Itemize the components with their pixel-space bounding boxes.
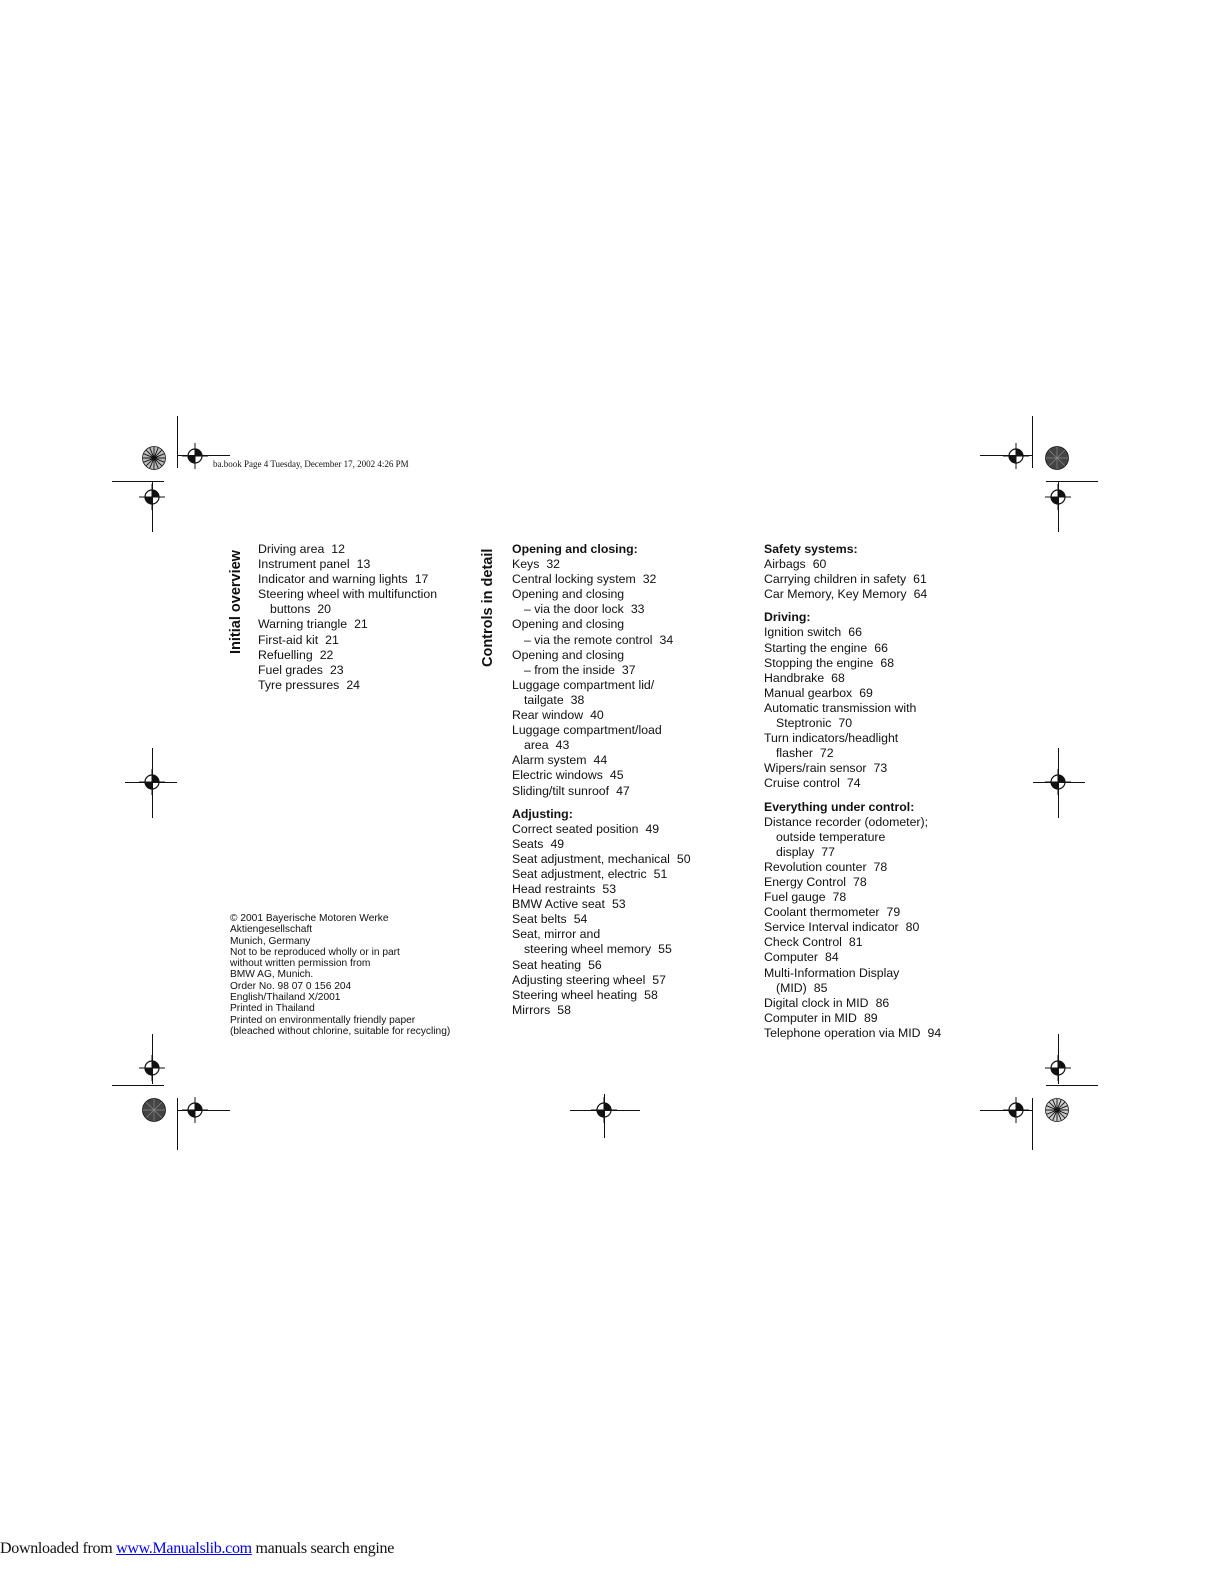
registration-mark-icon (139, 769, 165, 795)
gray-rosette-icon (142, 1098, 166, 1122)
crop-line (1032, 1098, 1033, 1150)
toc-entry-title: Turn indicators/headlight (764, 731, 899, 746)
toc-entry-title: Keys (512, 557, 540, 572)
crop-line (1046, 481, 1098, 482)
toc-page-number: 74 (846, 776, 861, 791)
copyright-line: BMW AG, Munich. (230, 969, 314, 981)
section-title-controls-in-detail: Controls in detail (480, 548, 496, 667)
crop-line (177, 1098, 178, 1150)
print-header: ba.book Page 4 Tuesday, December 17, 2002 4:26 PM (213, 459, 409, 469)
toc-entry[interactable] (512, 753, 691, 768)
toc-page-number: 33 (630, 602, 645, 617)
toc-entry-title: – via the door lock (524, 602, 624, 617)
toc-entry[interactable] (764, 761, 941, 776)
toc-entry-title: Seats (512, 836, 544, 851)
toc-entry[interactable] (512, 723, 691, 753)
toc-entry[interactable] (764, 905, 941, 920)
toc-entry[interactable] (764, 557, 941, 572)
toc-entry-title: tailgate (524, 692, 564, 707)
toc-entry-title: Telephone operation via MID (764, 1025, 921, 1040)
toc-entry-title: Computer (764, 950, 818, 965)
toc-page-number: 70 (838, 716, 853, 731)
toc-entry[interactable] (764, 671, 941, 686)
toc-page-number: 66 (874, 640, 888, 655)
toc-page-number: 32 (642, 572, 657, 587)
toc-entry[interactable] (512, 617, 691, 647)
toc-page-number: 73 (873, 761, 888, 776)
toc-entry[interactable] (764, 875, 941, 890)
registration-mark-icon (182, 1097, 208, 1123)
toc-entry-title: flasher (776, 746, 813, 761)
toc-section-heading: Opening and closing: (512, 542, 638, 556)
toc-entry-title: Seat, mirror and (512, 927, 601, 942)
toc-page-number: 78 (832, 890, 847, 905)
toc-entry-title: Coolant thermometer (764, 905, 880, 920)
toc-entry-title: Digital clock in MID (764, 995, 869, 1010)
toc-section (764, 610, 941, 791)
toc-entry-title: Airbags (764, 557, 806, 572)
toc-page-number: 78 (853, 874, 867, 889)
toc-entry-title: Ignition switch (764, 625, 842, 640)
toc-page-number: 89 (863, 1010, 878, 1025)
toc-entry[interactable] (512, 648, 691, 678)
registration-mark-icon (139, 1055, 165, 1081)
toc-entry-title: Driving area (258, 542, 325, 556)
toc-entry[interactable] (512, 837, 691, 852)
toc-entry-title: Distance recorder (odometer); (764, 814, 929, 829)
copyright-line: Printed on environmentally friendly paper (230, 1014, 416, 1026)
toc-entry-title: Alarm system (512, 753, 587, 768)
toc-entry-title: Service Interval indicator (764, 920, 899, 935)
manualslib-link[interactable]: www.Manualslib.com (116, 1540, 252, 1557)
toc-entry[interactable] (764, 641, 941, 656)
copyright-line: English/Thailand X/2001 (230, 992, 341, 1004)
toc-page-number: 44 (593, 753, 608, 768)
toc-entry-title: steering wheel memory (524, 942, 652, 957)
toc-entry-title: – from the inside (524, 662, 615, 677)
copyright-line: Munich, Germany (230, 935, 311, 947)
toc-entry-title: Stopping the engine (764, 655, 874, 670)
toc-page-number: 38 (570, 692, 585, 707)
toc-entry-title: Seat heating (512, 957, 582, 972)
registration-mark-icon (182, 443, 208, 469)
toc-entry[interactable] (764, 701, 941, 731)
toc-entry-title: Opening and closing (512, 587, 625, 602)
toc-page-number: 21 (325, 632, 339, 647)
toc-column-safety-driving (764, 542, 941, 1049)
toc-page-number: 53 (602, 882, 617, 897)
toc-entry-title: Energy Control (764, 874, 847, 889)
toc-entry-title: Seat belts (512, 912, 567, 927)
toc-entry-title: Head restraints (512, 882, 596, 897)
toc-entry-title: Warning triangle (258, 617, 348, 632)
toc-page-number: 50 (676, 851, 691, 866)
toc-entry-title: Adjusting steering wheel (512, 972, 646, 987)
toc-entry-title: Seat adjustment, mechanical (512, 851, 670, 866)
toc-page-number: 60 (812, 557, 827, 572)
copyright-line: Order No. 98 07 0 156 204 (230, 980, 352, 992)
toc-page-number: 79 (886, 905, 901, 920)
footer-prefix: Downloaded from (0, 1540, 117, 1557)
toc-entry-title: Revolution counter (764, 859, 867, 874)
toc-entry-title: Refuelling (258, 647, 313, 662)
registration-mark-icon (139, 484, 165, 510)
toc-section-heading: Driving: (764, 610, 811, 625)
gray-rosette-icon (1045, 446, 1069, 470)
toc-page-number: 64 (913, 587, 928, 602)
toc-entry-title: Fuel grades (258, 662, 323, 677)
toc-page-number: 40 (590, 708, 604, 723)
toc-entry[interactable] (764, 686, 941, 701)
toc-page-number: 17 (414, 572, 429, 587)
toc-page-number: 55 (658, 942, 672, 957)
toc-entry-title: Steering wheel with multifunction (258, 587, 438, 602)
toc-entry-title: Fuel gauge (764, 890, 826, 905)
toc-page-number: 22 (319, 647, 334, 662)
toc-entry-title: Manual gearbox (764, 685, 853, 700)
toc-page-number: 32 (546, 557, 561, 572)
toc-entry[interactable] (512, 1003, 691, 1018)
toc-page-number: 45 (609, 768, 624, 783)
copyright-line: (bleached without chlorine, suitable for recycling) (230, 1025, 451, 1037)
toc-entry-title: Rear window (512, 708, 584, 723)
registration-mark-icon (1003, 1097, 1029, 1123)
toc-entry-title: Luggage compartment/load (512, 723, 662, 738)
toc-section-heading: Everything under control: (764, 799, 915, 814)
toc-entry[interactable] (258, 678, 437, 693)
toc-entry[interactable] (512, 927, 691, 957)
toc-page-number: 24 (346, 677, 361, 692)
toc-entry-title: Tyre pressures (258, 677, 340, 692)
toc-entry[interactable] (258, 648, 437, 663)
toc-entry[interactable] (258, 633, 437, 648)
toc-entry-title: Luggage compartment lid/ (512, 677, 655, 692)
toc-entry-title: Wipers/rain sensor (764, 761, 867, 776)
toc-page-number: 84 (825, 950, 839, 965)
toc-entry[interactable] (764, 815, 941, 860)
toc-page-number: 37 (621, 662, 636, 677)
copyright-line: Not to be reproduced wholly or in part (230, 946, 400, 958)
toc-entry[interactable] (512, 557, 691, 572)
toc-entry-title: buttons (270, 602, 311, 617)
toc-entry-title: BMW Active seat (512, 897, 605, 912)
toc-entry[interactable] (512, 958, 691, 973)
toc-entry-title: area (524, 738, 549, 753)
toc-column-controls-in-detail (512, 542, 691, 1026)
toc-entry-title: – via the remote control (524, 632, 653, 647)
toc-page-number: 81 (848, 935, 863, 950)
section-title-initial-overview: Initial overview (228, 550, 244, 654)
toc-entry-title: outside temperature (776, 829, 886, 844)
toc-entry-title: Check Control (764, 935, 842, 950)
toc-entry[interactable] (764, 625, 941, 640)
crop-line (112, 1085, 164, 1086)
toc-entry-title: Starting the engine (764, 640, 868, 655)
toc-page-number: 58 (557, 1002, 571, 1017)
registration-mark-icon (1045, 769, 1071, 795)
toc-page-number: 69 (859, 685, 873, 700)
toc-entry[interactable] (764, 890, 941, 905)
toc-page-number: 68 (880, 655, 895, 670)
toc-page-number: 51 (653, 866, 668, 881)
toc-page-number: 68 (831, 670, 845, 685)
toc-page-number: 78 (873, 859, 888, 874)
registration-mark-icon (1003, 443, 1029, 469)
toc-section (258, 542, 437, 693)
toc-entry[interactable] (512, 912, 691, 927)
toc-page-number: 47 (616, 783, 630, 798)
toc-entry-title: Steering wheel heating (512, 987, 638, 1002)
toc-entry-title: Electric windows (512, 768, 603, 783)
toc-page-number: 80 (905, 920, 920, 935)
toc-entry-title: Mirrors (512, 1002, 551, 1017)
toc-entry-title: Opening and closing (512, 647, 625, 662)
toc-entry[interactable] (258, 587, 437, 617)
toc-entry-title: (MID) (776, 980, 807, 995)
toc-entry-title: Handbrake (764, 670, 825, 685)
toc-entry[interactable] (512, 867, 691, 882)
toc-page-number: 53 (611, 897, 626, 912)
toc-entry-title: Automatic transmission with (764, 700, 917, 715)
toc-entry-title: Indicator and warning lights (258, 572, 408, 587)
toc-entry-title: First-aid kit (258, 632, 319, 647)
copyright-line: Aktiengesellschaft (230, 924, 313, 936)
toc-page-number: 58 (644, 987, 658, 1002)
footer-suffix: manuals search engine (251, 1540, 395, 1557)
copyright-line: © 2001 Bayerische Motoren Werke (230, 913, 389, 924)
copyright-line: without written permission from (230, 958, 371, 970)
toc-entry[interactable] (258, 542, 437, 557)
toc-section (764, 800, 941, 1042)
crop-line (112, 481, 164, 482)
toc-page-number: 49 (645, 821, 660, 836)
toc-entry[interactable] (764, 950, 941, 965)
toc-entry[interactable] (512, 852, 691, 867)
toc-entry[interactable] (258, 557, 437, 572)
toc-entry[interactable] (512, 768, 691, 783)
download-footer (0, 1540, 394, 1558)
toc-entry-title: Correct seated position (512, 821, 639, 836)
toc-entry-title: Seat adjustment, electric (512, 866, 647, 881)
toc-entry[interactable] (764, 776, 941, 791)
toc-entry[interactable] (764, 920, 941, 935)
toc-entry[interactable] (764, 572, 941, 587)
toc-entry[interactable] (764, 1026, 941, 1041)
toc-entry-title: Sliding/tilt sunroof (512, 783, 610, 798)
toc-entry[interactable] (258, 663, 437, 678)
toc-page-number: 43 (555, 738, 570, 753)
toc-entry-title: display (776, 844, 815, 859)
toc-page-number: 85 (813, 980, 828, 995)
registration-mark-icon (1045, 1055, 1071, 1081)
toc-entry[interactable] (512, 822, 691, 837)
toc-entry-title: Central locking system (512, 572, 636, 587)
toc-section (764, 542, 941, 602)
toc-entry[interactable] (764, 1011, 941, 1026)
toc-entry[interactable] (258, 617, 437, 632)
toc-entry[interactable] (512, 988, 691, 1003)
toc-entry[interactable] (258, 572, 437, 587)
toc-page-number: 12 (331, 542, 345, 556)
toc-page-number: 13 (356, 557, 371, 572)
toc-entry-title: Carrying children in safety (764, 572, 907, 587)
toc-entry[interactable] (764, 731, 941, 761)
toc-page-number: 66 (848, 625, 862, 640)
toc-section (512, 542, 691, 799)
toc-column-initial-overview (258, 542, 437, 701)
toc-page-number: 94 (927, 1025, 942, 1040)
toc-section-heading: Adjusting: (512, 806, 573, 821)
toc-entry[interactable] (512, 678, 691, 708)
toc-page-number: 77 (821, 844, 835, 859)
toc-entry[interactable] (512, 897, 691, 912)
toc-page-number: 61 (913, 572, 927, 587)
toc-page-number: 34 (659, 632, 674, 647)
toc-entry[interactable] (512, 708, 691, 723)
copyright-notice (230, 913, 450, 1037)
color-bar-rosette-icon (1045, 1098, 1069, 1122)
toc-page-number: 20 (317, 602, 332, 617)
toc-page-number: 86 (875, 995, 890, 1010)
toc-page-number: 57 (652, 972, 666, 987)
toc-entry-title: Car Memory, Key Memory (764, 587, 907, 602)
color-bar-rosette-icon (142, 446, 166, 470)
toc-entry[interactable] (764, 996, 941, 1011)
toc-page-number: 23 (329, 662, 344, 677)
toc-page-number: 72 (819, 746, 834, 761)
toc-entry[interactable] (764, 656, 941, 671)
toc-entry-title: Multi-Information Display (764, 965, 900, 980)
toc-entry-title: Cruise control (764, 776, 840, 791)
toc-entry[interactable] (512, 973, 691, 988)
toc-entry[interactable] (512, 572, 691, 587)
toc-entry[interactable] (764, 935, 941, 950)
toc-entry[interactable] (512, 882, 691, 897)
toc-entry[interactable] (512, 784, 691, 799)
toc-page-number: 49 (550, 836, 565, 851)
toc-section-heading: Safety systems: (764, 542, 858, 556)
copyright-line: Printed in Thailand (230, 1003, 315, 1015)
toc-page-number: 56 (588, 957, 602, 972)
toc-entry[interactable] (764, 587, 941, 602)
toc-entry[interactable] (764, 966, 941, 996)
toc-entry-title: Computer in MID (764, 1010, 857, 1025)
toc-page-number: 54 (573, 912, 588, 927)
registration-mark-icon (591, 1097, 617, 1123)
toc-entry[interactable] (764, 860, 941, 875)
toc-section (512, 807, 691, 1018)
crop-line (1046, 1085, 1098, 1086)
crop-line (177, 416, 178, 468)
registration-mark-icon (1045, 484, 1071, 510)
toc-entry-title: Opening and closing (512, 617, 625, 632)
toc-entry[interactable] (512, 587, 691, 617)
toc-entry-title: Steptronic (776, 716, 832, 731)
toc-entry-title: Instrument panel (258, 557, 350, 572)
crop-line (1032, 416, 1033, 468)
toc-page-number: 21 (354, 617, 368, 632)
